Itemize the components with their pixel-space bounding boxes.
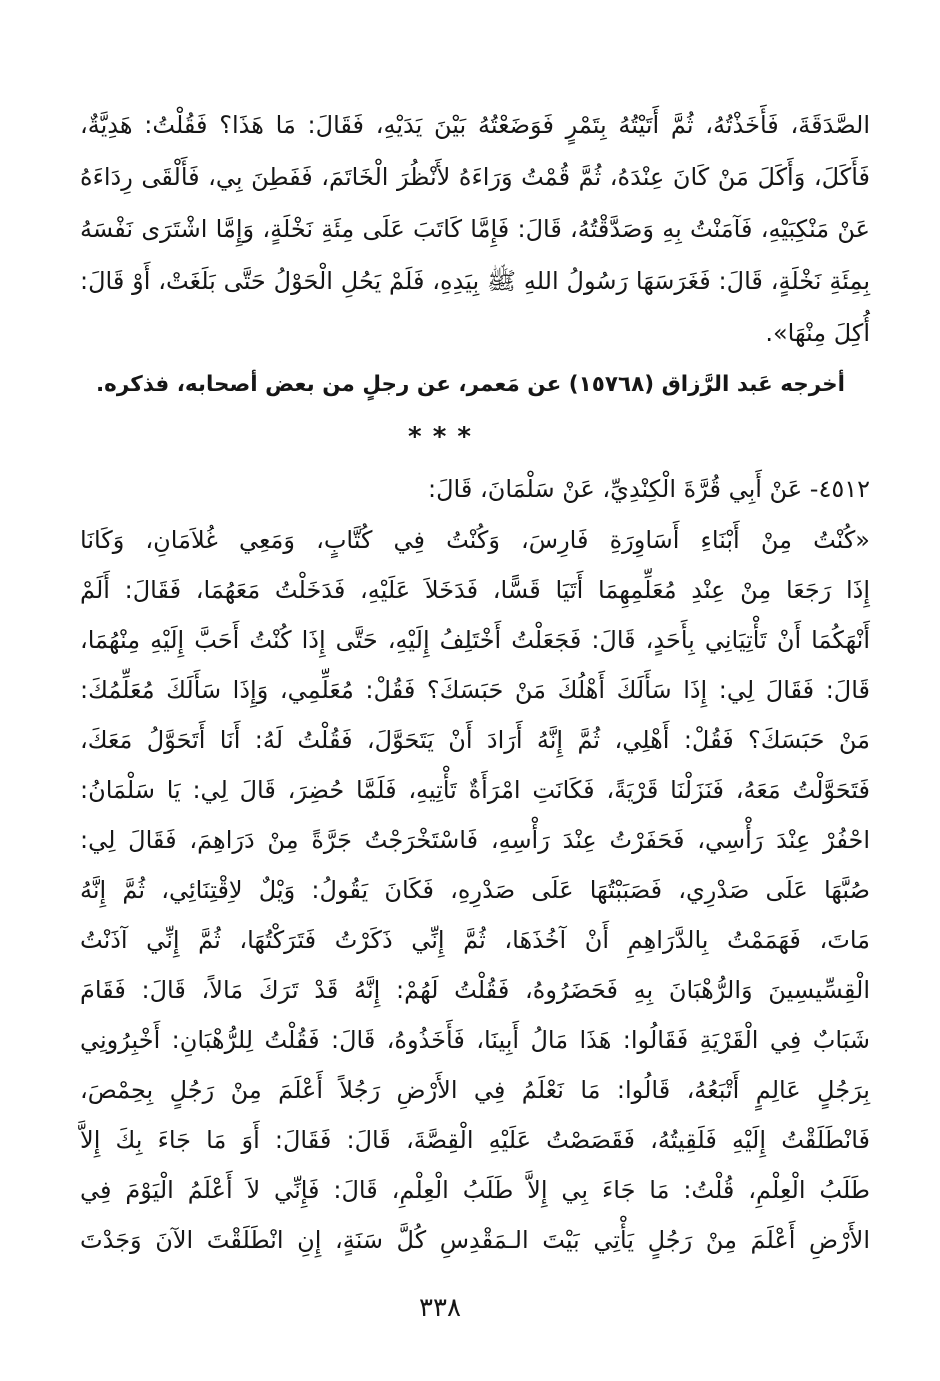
previous-hadith-ending [80, 99, 870, 515]
text-line: شَبَابٌ فِي الْقَرْيَةِ فَقَالُوا: هَذَا مَالُ أَبِينَا، فَأَخَذُوهُ، قَالَ: فَقُلْتُ لِلرُّهْبَانِ: أَخْبِرُونِي [80, 1026, 870, 1054]
text-line: مَنْ حَبَسَكَ؟ فَقُلْ: أَهْلِي، ثُمَّ إِنَّهُ أَرَادَ أَنْ يَتَحَوَّلَ، فَقُلْتُ لَهُ: أَنَا أَتَحَوَّلُ مَعَكَ، [80, 726, 870, 754]
text-line: طَلَبُ الْعِلْمِ، قُلْتُ: مَا جَاءَ بِي إِلاَّ طَلَبُ الْعِلْمِ، قَالَ: فَإِنِّي لاَ أَعْلَمُ الْيَوْمَ فِي [80, 1176, 870, 1204]
text-line: عَنْ مَنْكِبَيْهِ، فَآمَنْتُ بِهِ وَصَدَّقْتُهُ، قَالَ: فَإِمَّا كَاتَبَ عَلَى مِئَةِ نَخْلَةٍ، وَإِمَّا اشْتَرَى نَفْسَهُ [80, 215, 870, 243]
page-number: ٣٣٨ [419, 1293, 461, 1323]
text-line: احْفُرْ عِنْدَ رَأْسِي، فَحَفَرْتُ عِنْدَ رَأْسِهِ، فَاسْتَخْرَجْتُ جَرَّةً مِنْ دَرَاهِمَ، فَقَالَ لِي: [80, 826, 870, 854]
text-line: فَأَكَلَ، وَأَكَلَ مَنْ كَانَ عِنْدَهُ، ثُمَّ قُمْتُ وَرَاءَهُ لأَنْظُرَ الْخَاتَمَ، فَفَطِنَ بِي، فَأَلْقَى رِدَاءَهُ [80, 163, 870, 191]
section-separator: * * * [408, 422, 472, 452]
text-line: مَاتَ، فَهَمَمْتُ بِالدَّرَاهِمِ أَنْ آخُذَهَا، ثُمَّ إِنِّي ذَكَرْتُ فَتَرَكْتُهَا، ثُمَّ إِنِّي آذَنْتُ [80, 926, 870, 954]
text-line-last: أُكِلَ مِنْهَا». [765, 319, 870, 347]
hadith-body [80, 515, 870, 1265]
text-line: أَنْهَكُمَا أَنْ تَأْتِيَانِي بِأَحَدٍ، قَالَ: فَجَعَلْتُ أَخْتَلِفُ إِلَيْهِ، حَتَّى إِذَا كُنْتُ أَحَبَّ إِلَيْهِ مِنْهُمَا، [80, 626, 870, 654]
citation-note: أخرجه عَبد الرَّزاق (١٥٧٦٨) عن مَعمر، عن رجلٍ من بعض أصحابه، فذكره. [95, 372, 845, 397]
text-line: فَتَحَوَّلْتُ مَعَهُ، فَنَزَلْنَا قَرْيَةً، فَكَانَتِ امْرَأَةٌ تَأْتِيهِ، فَلَمَّا حُضِرَ، قَالَ لِي: يَا سَلْمَانُ: [80, 776, 870, 804]
text-line: الصَّدَقَةَ، فَأَخَذْتُهُ، ثُمَّ أَتَيْتُهُ بِتَمْرٍ فَوَضَعْتُهُ بَيْنَ يَدَيْهِ، فَقَالَ: مَا هَذَا؟ فَقُلْتُ: هَدِيَّةٌ، [80, 111, 870, 139]
text-line: «كُنْتُ مِنْ أَبْنَاءِ أَسَاوِرَةِ فَارِسَ، وَكُنْتُ فِي كُتَّابٍ، وَمَعِي غُلاَمَانِ، وَكَانَا [80, 526, 870, 554]
text-line: صُبَّهَا عَلَى صَدْرِي، فَصَبَبْتُهَا عَلَى صَدْرِهِ، فَكَانَ يَقُولُ: وَيْلٌ لاِقْتِنَائِي، ثُمَّ إِنَّهُ [80, 876, 870, 904]
text-line: بِمِئَةِ نَخْلَةٍ، قَالَ: فَغَرَسَهَا رَسُولُ اللهِ ﷺ بِيَدِهِ، فَلَمْ يَحُلِ الْحَوْلُ حَتَّى بَلَغَتْ، أَوْ قَالَ: [80, 267, 870, 295]
text-line: الْقِسِّيسِينَ وَالرُّهْبَانَ بِهِ فَحَضَرُوهُ، فَقُلْتُ لَهُمْ: إِنَّهُ قَدْ تَرَكَ مَالاً، قَالَ: فَقَامَ [80, 976, 870, 1004]
text-line: بِرَجُلٍ عَالِمٍ أَتْبَعُهُ، قَالُوا: مَا نَعْلَمُ فِي الأَرْضِ رَجُلاً أَعْلَمَ مِنْ رَجُلٍ بِحِمْصَ، [80, 1076, 870, 1104]
text-line: الأَرْضِ أَعْلَمَ مِنْ رَجُلٍ يَأْتِي بَيْتَ الـمَقْدِسِ كُلَّ سَنَةٍ، إِنِ انْطَلَقْتَ الآنَ وَجَدْتَ [80, 1226, 870, 1254]
text-line: إِذَا رَجَعَا مِنْ عِنْدِ مُعَلِّمِهِمَا أَتَيَا قَسًّا، فَدَخَلاَ عَلَيْهِ، فَدَخَلْتُ مَعَهُمَا، فَقَالَ: أَلَمْ [80, 576, 870, 604]
text-line: قَالَ: فَقَالَ لِي: إِذَا سَأَلَكَ أَهْلُكَ مَنْ حَبَسَكَ؟ فَقُلْ: مُعَلِّمِي، وَإِذَا سَأَلَكَ مُعَلِّمُكَ: [80, 676, 870, 704]
text-line: فَانْطَلَقْتُ إِلَيْهِ فَلَقِيتُهُ، فَقَصَصْتُ عَلَيْهِ الْقِصَّةَ، قَالَ: فَقَالَ: أَوَ مَا جَاءَ بِكَ إِلاَّ [80, 1126, 870, 1154]
hadith-heading: ٤٥١٢- عَنْ أَبِي قُرَّةَ الْكِنْدِيِّ، عَنْ سَلْمَانَ، قَالَ: [428, 475, 870, 503]
